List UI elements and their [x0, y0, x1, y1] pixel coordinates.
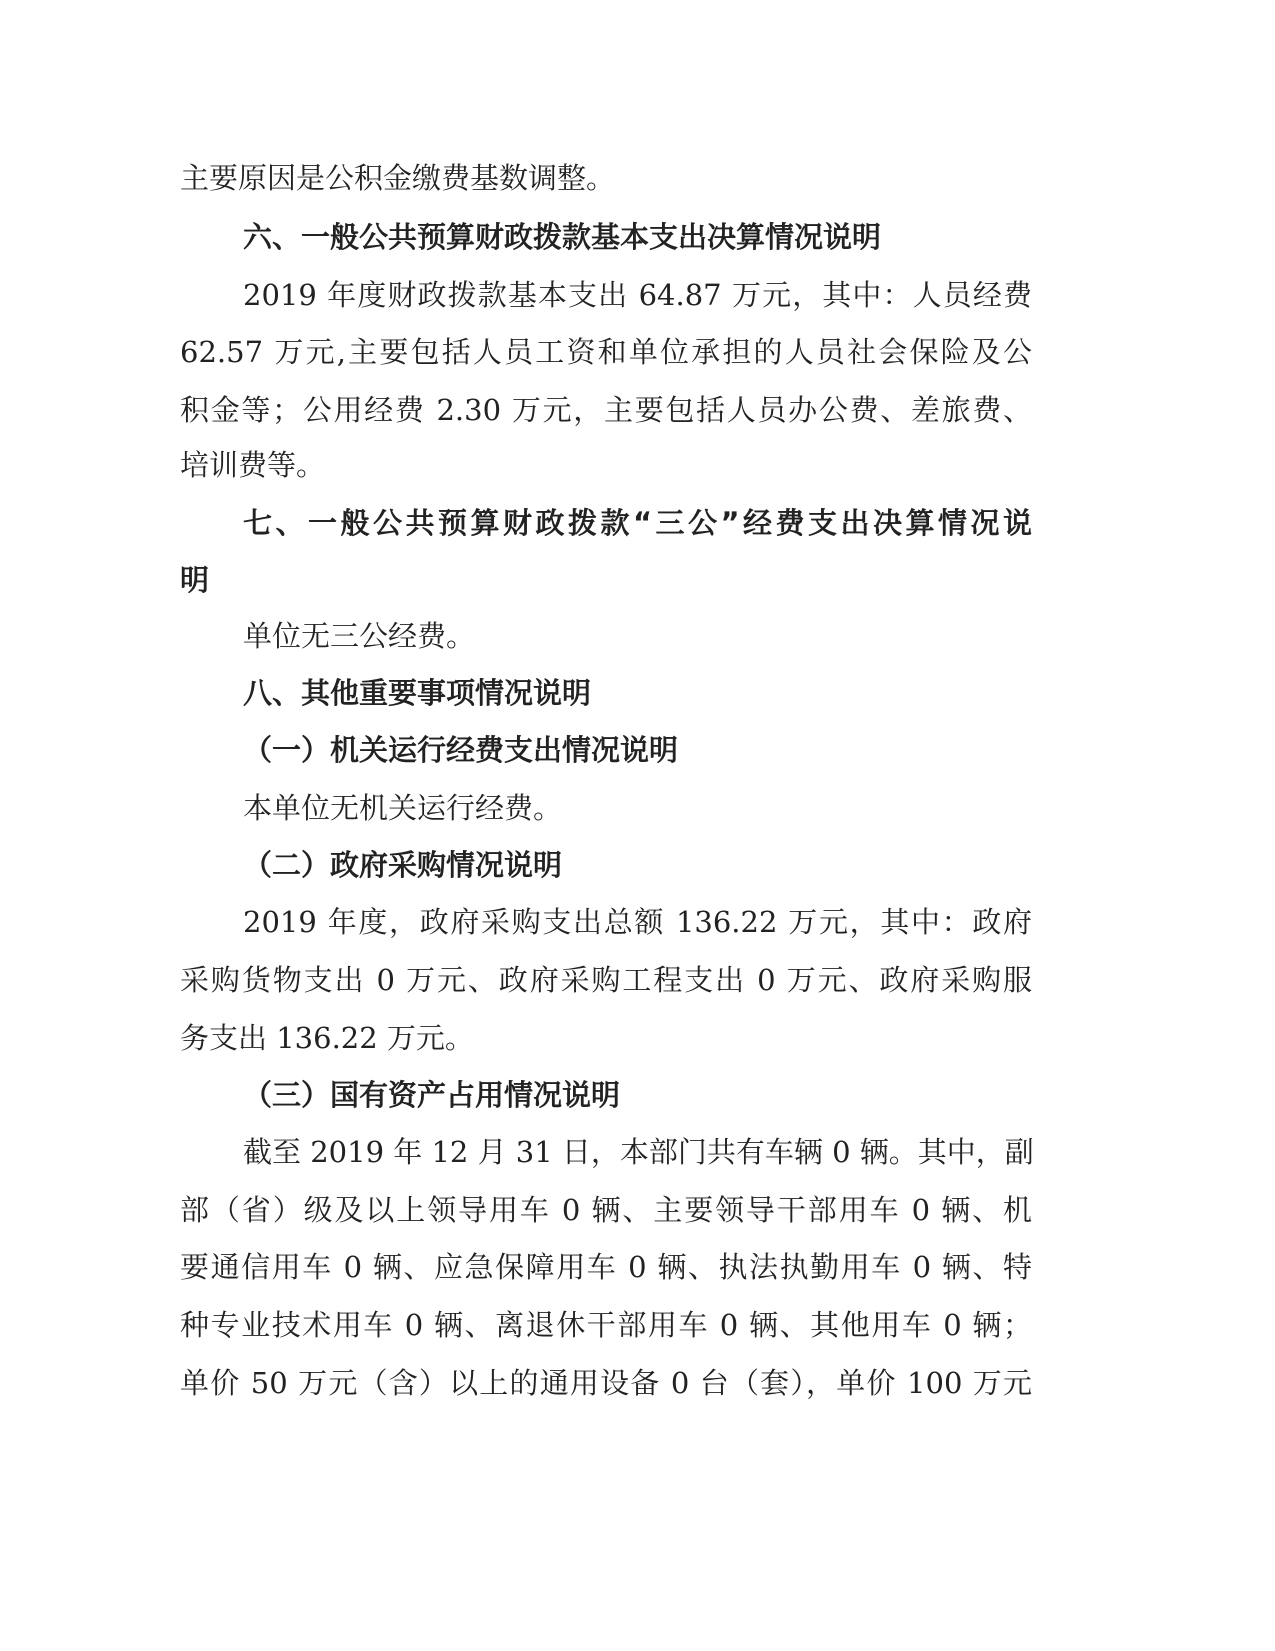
subsection-heading-2: （二）政府采购情况说明 — [243, 848, 563, 882]
paragraph-line: 2019 年度财政拨款基本支出 64.87 万元，其中：人员经费 — [243, 278, 1032, 312]
paragraph-line: 单位无三公经费。 — [243, 619, 476, 653]
paragraph-line: 单价 50 万元（含）以上的通用设备 0 台（套），单价 100 万元 — [180, 1366, 1032, 1400]
section-heading-6: 六、一般公共预算财政拨款基本支出决算情况说明 — [243, 220, 882, 254]
section-heading-7-cont: 明 — [180, 563, 210, 597]
subsection-heading-1: （一）机关运行经费支出情况说明 — [243, 733, 679, 767]
paragraph-line: 积金等；公用经费 2.30 万元，主要包括人员办公费、差旅费、 — [180, 393, 1032, 427]
paragraph-line: 务支出 136.22 万元。 — [180, 1021, 474, 1055]
section-heading-7: 七、一般公共预算财政拨款“三公”经费支出决算情况说 — [243, 506, 1032, 540]
paragraph-line: 2019 年度，政府采购支出总额 136.22 万元，其中：政府 — [243, 905, 1032, 939]
paragraph-line: 采购货物支出 0 万元、政府采购工程支出 0 万元、政府采购服 — [180, 963, 1032, 997]
paragraph-line: 种专业技术用车 0 辆、离退休干部用车 0 辆、其他用车 0 辆； — [180, 1308, 1032, 1342]
paragraph-line: 主要原因是公积金缴费基数调整。 — [180, 161, 616, 195]
paragraph-line: 截至 2019 年 12 月 31 日，本部门共有车辆 0 辆。其中，副 — [243, 1135, 1034, 1169]
paragraph-line: 部（省）级及以上领导用车 0 辆、主要领导干部用车 0 辆、机 — [180, 1193, 1032, 1227]
paragraph-line: 本单位无机关运行经费。 — [243, 791, 563, 825]
paragraph-line: 要通信用车 0 辆、应急保障用车 0 辆、执法执勤用车 0 辆、特 — [180, 1250, 1032, 1284]
section-heading-8: 八、其他重要事项情况说明 — [243, 676, 592, 710]
paragraph-line: 62.57 万元,主要包括人员工资和单位承担的人员社会保险及公 — [180, 335, 1032, 369]
paragraph-line: 培训费等。 — [180, 448, 326, 482]
subsection-heading-3: （三）国有资产占用情况说明 — [243, 1078, 621, 1112]
